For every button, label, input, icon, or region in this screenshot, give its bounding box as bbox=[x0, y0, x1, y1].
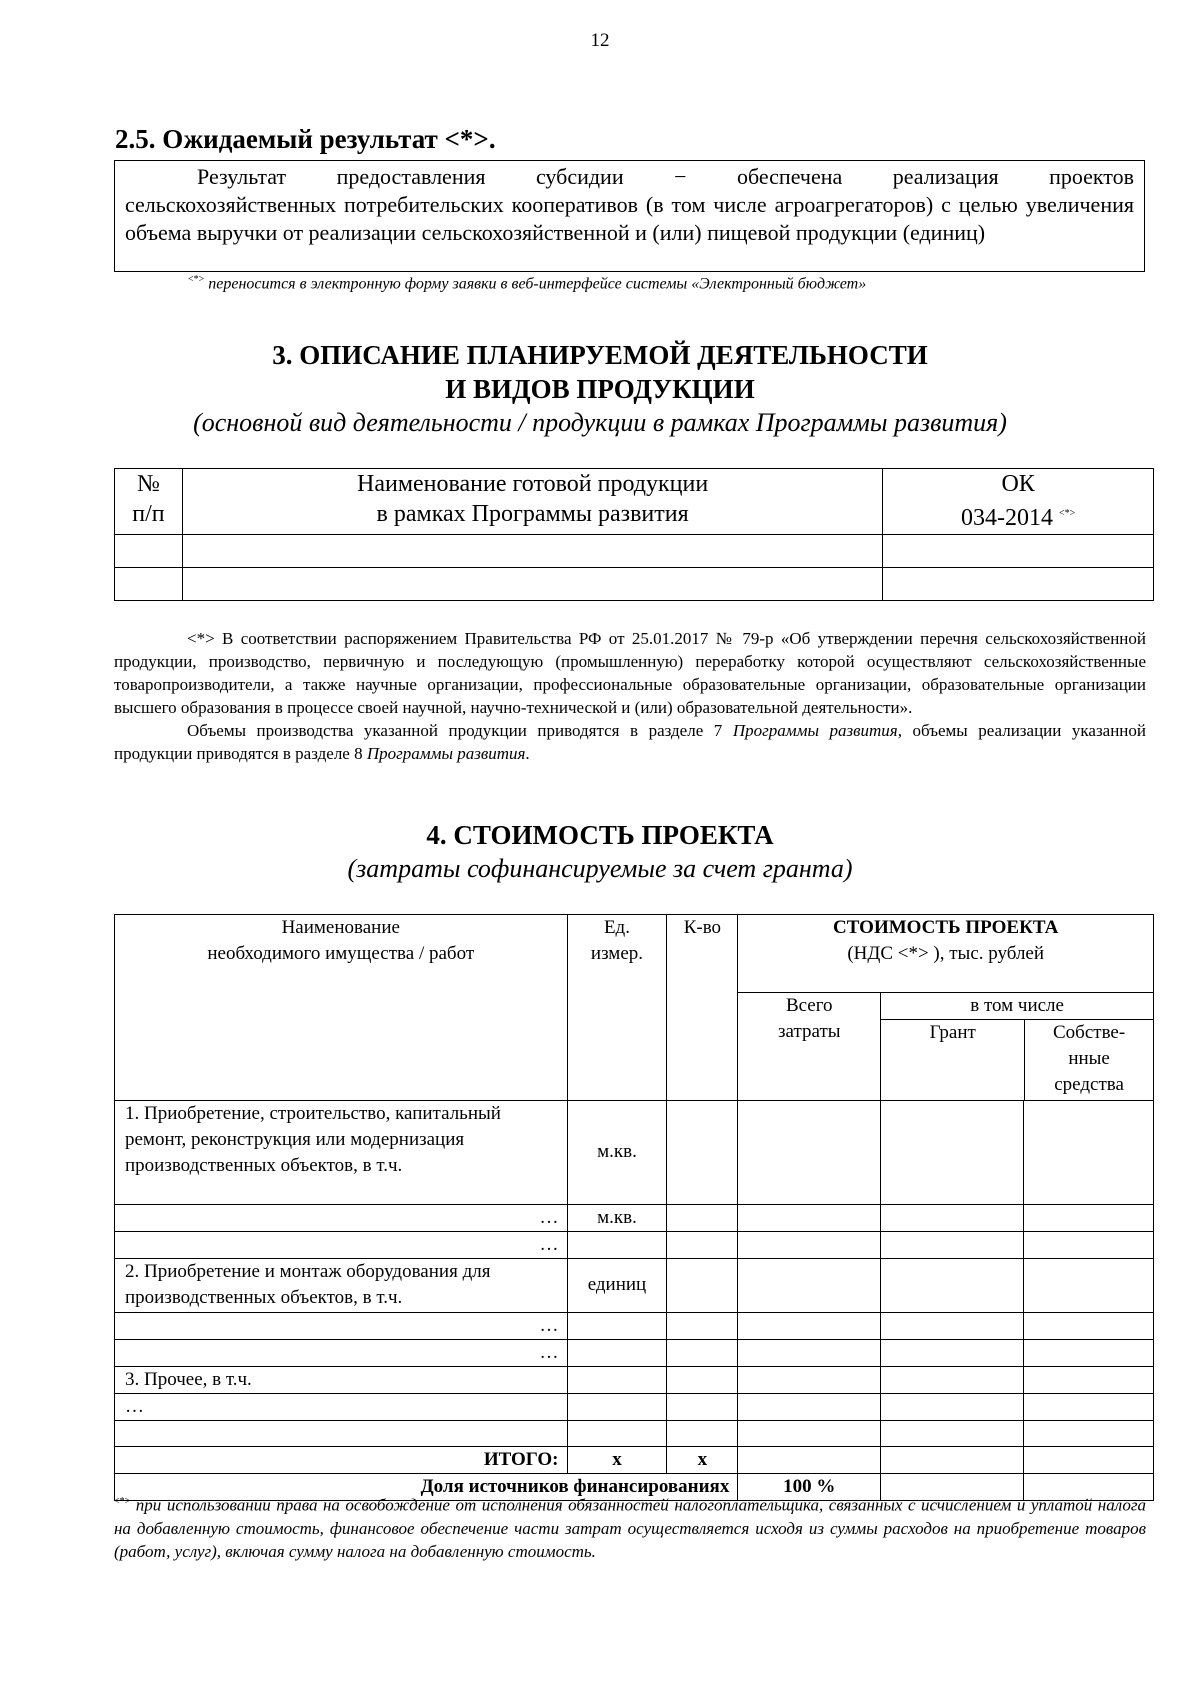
row1-name: 1. Приобретение, строительство, капитальный ремонт, реконструкция или модернизация производственных объектов, в т.ч. bbox=[115, 1100, 568, 1204]
total-label: ИТОГО: bbox=[115, 1446, 568, 1473]
section-3-title-line1: 3. ОПИСАНИЕ ПЛАНИРУЕМОЙ ДЕЯТЕЛЬНОСТИ bbox=[272, 340, 928, 370]
table-row: … bbox=[115, 1393, 1154, 1420]
project-cost-table bbox=[114, 914, 1154, 1501]
table-row: … м.кв. bbox=[115, 1204, 1154, 1231]
products-header-okpd: ОК 034-2014 <*> bbox=[883, 469, 1154, 535]
section-2-5-footnote bbox=[188, 274, 866, 293]
row1-unit: м.кв. bbox=[567, 1100, 667, 1204]
table-row bbox=[115, 535, 1154, 568]
funding-share-value: 100 % bbox=[738, 1473, 881, 1500]
footnote-mark: <*> bbox=[188, 274, 205, 285]
footnote-text: переносится в электронную форму заявки в веб-интерфейсе системы «Электронный бюджет» bbox=[204, 275, 867, 293]
products-header-name: Наименование готовой продукции в рамках Программы развития bbox=[182, 469, 882, 535]
row2-name: 2. Приобретение и монтаж оборудования для производственных объектов, в т.ч. bbox=[115, 1258, 568, 1312]
expected-result-line1: Результат предоставления субсидии − обеспечена реализация проектов bbox=[197, 164, 1134, 189]
total-row: ИТОГО: х х bbox=[115, 1446, 1154, 1473]
table-row: … bbox=[115, 1231, 1154, 1258]
table-row bbox=[115, 1258, 1154, 1312]
expected-result-box bbox=[114, 160, 1145, 272]
funding-share-label: Доля источников финансированиях bbox=[115, 1473, 738, 1500]
header-item-name: Наименование необходимого имущества / работ bbox=[115, 915, 568, 1101]
table-row bbox=[115, 568, 1154, 601]
table-row bbox=[115, 1100, 1154, 1204]
page-number: 12 bbox=[590, 30, 610, 51]
row3-name: 3. Прочее, в т.ч. bbox=[115, 1366, 568, 1393]
header-quantity: К-во bbox=[667, 915, 738, 1101]
header-including: в том числе Грант Собстве- нные средства bbox=[881, 993, 1154, 1101]
footnote-mark: <*> bbox=[114, 1496, 131, 1507]
footnote-text: при использовании права на освобождение от исполнения обязанностей налогоплательщика, связанных с исчислением и уплатой налога на добавленную стоимость, финансовое обеспечение части затрат осуществляется исходя из суммы расходов на приобретение товаров (работ, услуг), включая сумму налога на добавленную стоимость. bbox=[114, 1495, 1146, 1561]
header-unit: Ед. измер. bbox=[567, 915, 667, 1101]
row2-unit: единиц bbox=[567, 1258, 667, 1312]
section-3-title-line2: И ВИДОВ ПРОДУКЦИИ bbox=[445, 374, 755, 404]
okpd-note: <*> В соответствии распоряжением Правительства РФ от 25.01.2017 № 79-р «Об утверждении перечня сельскохозяйственной продукции, производство, первичную и последующую (промышленную) переработку которой осуществляют сельскохозяйственные товаропроизводители, а также научные организации, профессиональные образовательные организации, образовательные организации высшего образования в процессе своей научной, научно-технической и (или) образовательной деятельности». bbox=[114, 629, 1146, 717]
table-row bbox=[115, 1366, 1154, 1393]
products-table bbox=[114, 468, 1154, 601]
section-3-subtitle: (основной вид деятельности / продукции в рамках Программы развития) bbox=[193, 408, 1007, 437]
section-2-5-title: 2.5. Ожидаемый результат <*>. bbox=[115, 124, 496, 154]
volumes-note: Объемы производства указанной продукции приводятся в разделе 7 Программы развития, объемы реализации указанной продукции приводятся в разделе 8 Программы развития. bbox=[114, 721, 1146, 763]
table-row bbox=[115, 1420, 1154, 1446]
table-row: … bbox=[115, 1312, 1154, 1339]
header-total-cost: Всего затраты bbox=[738, 993, 881, 1101]
section-4-subtitle: (затраты софинансируемые за счет гранта) bbox=[347, 854, 853, 883]
section-4-title: 4. СТОИМОСТЬ ПРОЕКТА bbox=[426, 820, 774, 850]
section-3-notes bbox=[114, 627, 1146, 765]
table-row: … bbox=[115, 1339, 1154, 1366]
header-own-funds: Собстве- нные средства bbox=[1053, 1022, 1126, 1095]
products-header-number: № п/п bbox=[115, 469, 183, 535]
section-4-footnote bbox=[114, 1490, 1146, 1563]
expected-result-text: сельскохозяйственных потребительских кооперативов (в том числе агроагрегаторов) с целью увеличения объема выручки от реализации сельскохозяйственной и (или) пищевой продукции (единиц) bbox=[125, 192, 1134, 245]
header-grant: Грант bbox=[881, 1020, 1025, 1100]
header-project-cost: СТОИМОСТЬ ПРОЕКТА (НДС <*> ), тыс. рублей bbox=[738, 915, 1154, 993]
